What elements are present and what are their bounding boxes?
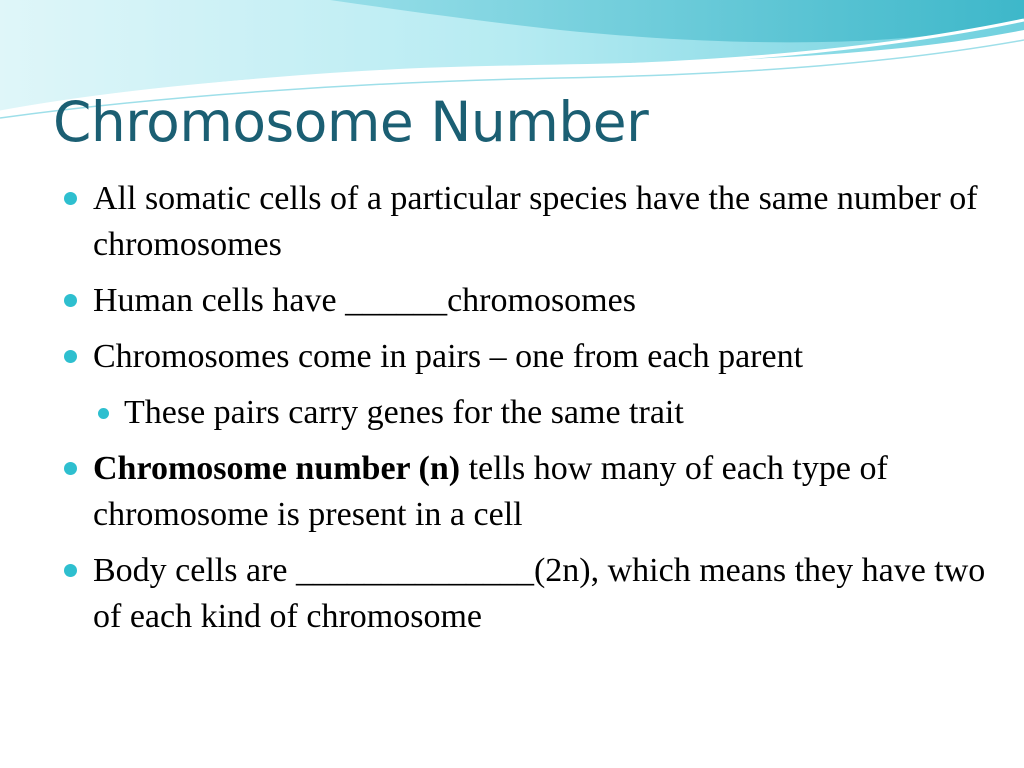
bullet-item <box>0 446 1024 538</box>
bullet-dot-icon <box>64 350 77 363</box>
bullet-dot-icon <box>64 462 77 475</box>
bullet-item <box>0 548 1024 640</box>
bullet-dot-icon <box>64 294 77 307</box>
bullet-text: Chromosomes come in pairs – one from each parent <box>93 338 804 375</box>
bullet-item <box>0 176 1024 268</box>
bullet-text: These pairs carry genes for the same trait <box>124 394 684 431</box>
bullet-text: All somatic cells of a particular species have the same number of chromosomes <box>93 180 978 263</box>
bullet-dot-icon <box>64 192 77 205</box>
bullet-bold-term: Chromosome number (n) <box>93 450 461 487</box>
sub-bullet-item <box>0 390 1024 436</box>
bullet-item <box>0 278 1024 324</box>
bullet-item <box>0 334 1024 380</box>
bullet-dot-icon <box>98 408 109 419</box>
bullet-text: Human cells have ______chromosomes <box>93 282 636 319</box>
bullet-text: tells how many of each type of chromosome is present in a cell <box>93 450 888 533</box>
bullet-list <box>0 176 1024 650</box>
bullet-text: Body cells are ______________(2n), which means they have two of each kind of chromosome <box>93 552 986 635</box>
bullet-dot-icon <box>64 564 77 577</box>
slide-title: Chromosome Number <box>53 90 649 154</box>
